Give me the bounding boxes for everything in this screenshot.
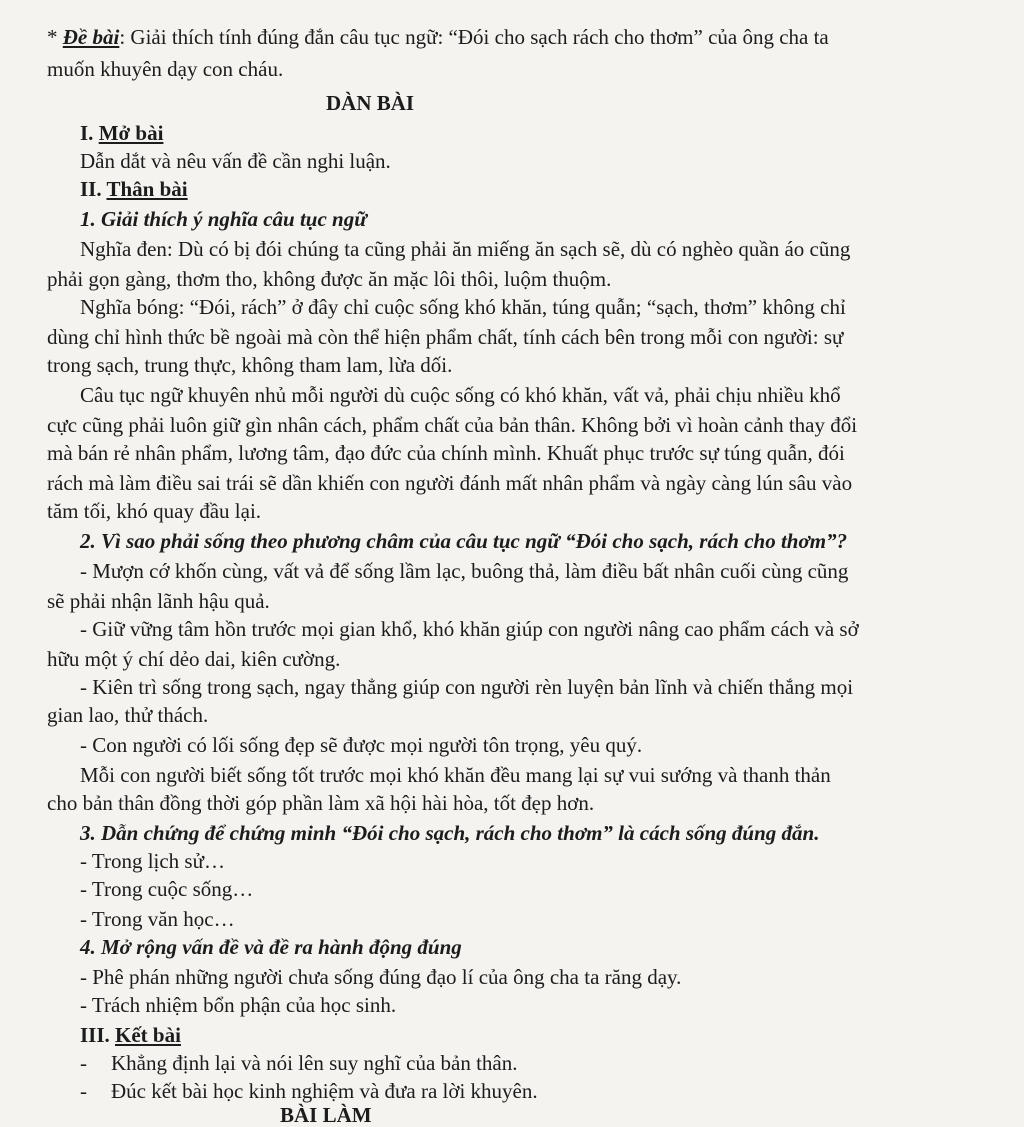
paragraph-line: phải gọn gàng, thơm tho, không được ăn mặc lôi thôi, luộm thuộm.: [47, 267, 612, 291]
mo-bai-text: Dẫn dắt và nêu vấn đề cần nghi luận.: [80, 149, 391, 173]
paragraph-line: Câu tục ngữ khuyên nhủ mỗi người dù cuộc sống có khó khăn, vất vả, phải chịu nhiều khổ: [80, 383, 841, 407]
mo-bai-heading: I. Mở bài: [80, 121, 164, 145]
page-title: DÀN BÀI: [326, 91, 415, 115]
paragraph-line: - Giữ vững tâm hồn trước mọi gian khổ, khó khăn giúp con người nâng cao phẩm cách và sở: [80, 617, 859, 641]
ket-bai-heading: III. Kết bài: [80, 1023, 181, 1047]
de-bai-text-1: : Giải thích tính đúng đắn câu tục ngữ: “Đói cho sạch rách cho thơm” của ông cha ta: [119, 25, 829, 49]
de-bai-line-2: muốn khuyên dạy con cháu.: [47, 57, 284, 81]
list-item: - Trong văn học…: [80, 907, 235, 931]
list-item: - Trong cuộc sống…: [80, 877, 254, 901]
list-item: - Trong lịch sử…: [80, 849, 225, 873]
sub2-title: 2. Vì sao phải sống theo phương châm của câu tục ngữ “Đói cho sạch, rách cho thơm”?: [80, 529, 848, 553]
paragraph-line: Nghĩa bóng: “Đói, rách” ở đây chỉ cuộc sống khó khăn, túng quẫn; “sạch, thơm” không chỉ: [80, 295, 846, 319]
paragraph-line: gian lao, thử thách.: [47, 703, 209, 727]
paragraph-line: - Mượn cớ khốn cùng, vất vả để sống lầm lạc, buông thả, làm điều bất nhân cuối cùng cũng: [80, 559, 849, 583]
paragraph-line: Nghĩa đen: Dù có bị đói chúng ta cũng phải ăn miếng ăn sạch sẽ, dù có nghèo quần áo cũng: [80, 237, 851, 261]
than-bai-heading: II. Thân bài: [80, 177, 188, 201]
paragraph-line: - Con người có lối sống đẹp sẽ được mọi người tôn trọng, yêu quý.: [80, 733, 643, 757]
paragraph-line: mà bán rẻ nhân phẩm, lương tâm, đạo đức của chính mình. Khuất phục trước sự túng quẫn, đói: [47, 441, 845, 465]
de-bai-label: Đề bài: [62, 25, 120, 49]
sub1-title: 1. Giải thích ý nghĩa câu tục ngữ: [80, 207, 367, 231]
list-item: - Đúc kết bài học kinh nghiệm và đưa ra lời khuyên.: [80, 1079, 538, 1103]
de-bai-line-1: * Đề bài: Giải thích tính đúng đắn câu tục ngữ: “Đói cho sạch rách cho thơm” của ông cha ta: [47, 25, 829, 49]
paragraph-line: rách mà làm điều sai trái sẽ dần khiến con người đánh mất nhân phẩm và ngày càng lún sâu vào: [47, 471, 853, 495]
paragraph-line: sẽ phải nhận lãnh hậu quả.: [47, 589, 270, 613]
paragraph-line: cực cũng phải luôn giữ gìn nhân cách, phẩm chất của bản thân. Không bởi vì hoàn cảnh thay đổi: [47, 413, 858, 437]
paragraph-line: - Kiên trì sống trong sạch, ngay thẳng giúp con người rèn luyện bản lĩnh và chiến thắng mọi: [80, 675, 854, 699]
paragraph-line: hữu một ý chí dẻo dai, kiên cường.: [47, 647, 341, 671]
sub4-title: 4. Mở rộng vấn đề và đề ra hành động đúng: [80, 935, 462, 959]
paragraph-line: dùng chỉ hình thức bề ngoài mà còn thể hiện phẩm chất, tính cách bên trong mỗi con người: sự: [47, 325, 844, 349]
paragraph-line: tăm tối, khó quay đầu lại.: [47, 499, 262, 523]
list-item: - Phê phán những người chưa sống đúng đạo lí của ông cha ta răng dạy.: [80, 965, 682, 989]
list-item: - Trách nhiệm bổn phận của học sinh.: [80, 993, 397, 1017]
paragraph-line: cho bản thân đồng thời góp phần làm xã hội hài hòa, tốt đẹp hơn.: [47, 791, 595, 815]
cut-off-heading: BÀI LÀM: [280, 1103, 372, 1127]
paragraph-line: trong sạch, trung thực, không tham lam, lừa dối.: [47, 353, 453, 377]
paragraph-line: Mỗi con người biết sống tốt trước mọi khó khăn đều mang lại sự vui sướng và thanh thản: [80, 763, 831, 787]
sub3-title: 3. Dẫn chứng để chứng minh “Đói cho sạch, rách cho thơm” là cách sống đúng đắn.: [80, 821, 820, 845]
list-item: - Khẳng định lại và nói lên suy nghĩ của bản thân.: [80, 1051, 518, 1075]
